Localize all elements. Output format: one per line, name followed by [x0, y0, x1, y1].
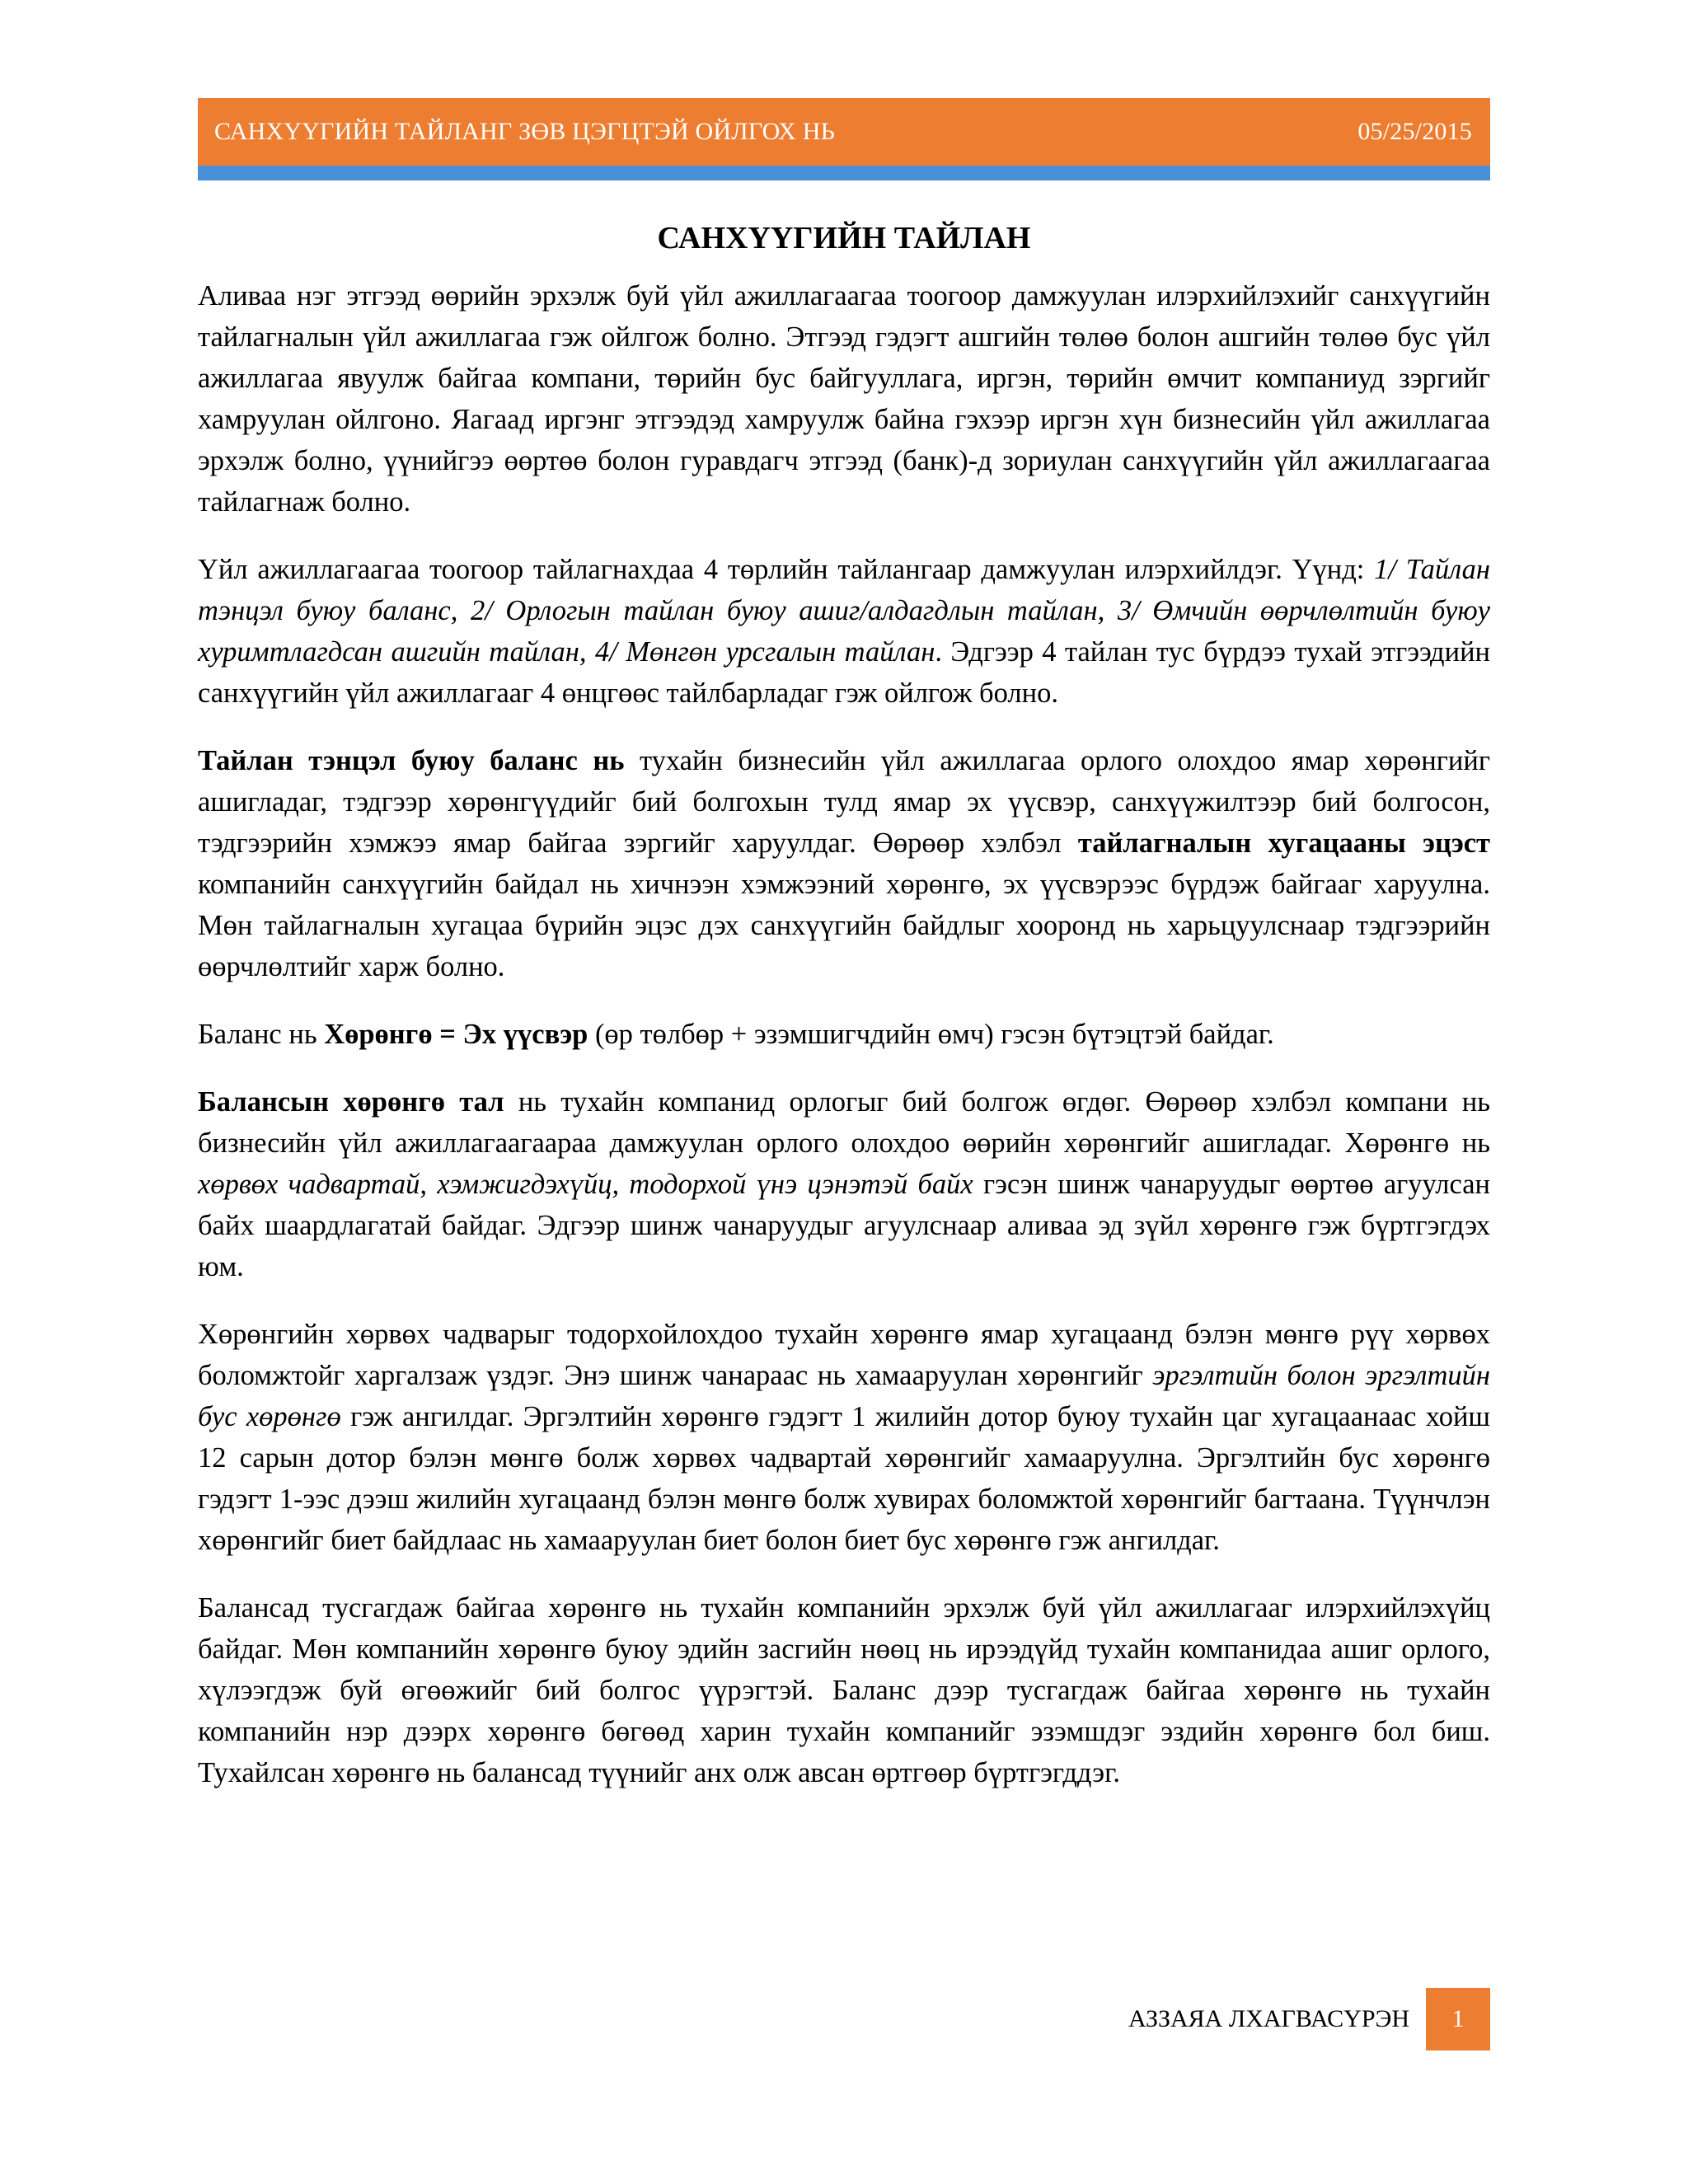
- paragraph-intro: Аливаа нэг этгээд өөрийн эрхэлж буй үйл ажиллагаагаа тоогоор дамжуулан илэрхийлэхийг санхүүгийн тайлагналын үйл ажиллагаа гэж ойлгож болно. Этгээд гэдэгт ашгийн төлөө болон ашгийн төлөө бус үйл ажиллагаа явуулж байгаа компани, төрийн бус байгууллага, иргэн, төрийн өмчит компаниуд зэргийг хамруулан ойлгоно. Яагаад иргэнг этгээдэд хамруулж байна гэхээр иргэн хүн бизнесийн үйл ажиллагаа эрхэлж болно, үүнийгээ өөртөө болон гуравдагч этгээд (банк)-д зориулан санхүүгийн үйл ажиллагаагаа тайлагнаж болно.: [198, 280, 1490, 518]
- balance-equation: Хөрөнгө = Эх үүсвэр: [324, 1019, 588, 1050]
- header-title: САНХҮҮГИЙН ТАЙЛАНГ ЗӨВ ЦЭГЦТЭЙ ОЙЛГОХ НЬ: [214, 118, 835, 145]
- liquidity-text-2: гэж ангилдаг. Эргэлтийн хөрөнгө гэдэгт 1 жилийн дотор буюу тухайн цаг хугацаанаас хойш 12 сарын дотор бэлэн мөнгө болж хөрвөх чадвартай хөрөнгийг хамааруулна. Эргэлтийн бус хөрөнгө гэдэгт 1-ээс дээш жилийн хугацаанд бэлэн мөнгө болж хувирах боломжтой хөрөнгийг багтаана. Түүнчлэн хөрөнгийг биет байдлаас нь хамааруулан биет болон биет бус хөрөнгө гэж ангилдаг.: [198, 1401, 1490, 1556]
- equation-lead: Баланс нь: [198, 1019, 325, 1050]
- equation-tail: (өр төлбөр + эзэмшигчдийн өмч) гэсэн бүтэцтэй байдаг.: [588, 1019, 1274, 1050]
- assets-side-text-1: нь тухайн компанид орлогыг бий болгож өгдөг. Өөрөөр хэлбэл компани нь бизнесийн үйл ажиллагаагаараа дамжуулан орлого олохдоо өөрийн хөрөнгийг ашигладаг. Хөрөнгө нь: [198, 1086, 1490, 1159]
- header-date: 05/25/2015: [1357, 118, 1472, 145]
- balance-sheet-text-2: компанийн санхүүгийн байдал нь хичнээн хэмжээний хөрөнгө, эх үүсвэрээс бүрдэж байгааг харуулна. Мөн тайлагналын хугацаа бүрийн эцэс дэх санхүүгийн байдлыг хооронд нь харьцуулснаар тэдгээрийн өөрчлөлтийг харж болно.: [198, 869, 1490, 982]
- report-types-intro: Үйл ажиллагаагаа тоогоор тайлагнахдаа 4 төрлийн тайлангаар дамжуулан илэрхийлдэг. Үүнд:: [198, 554, 1375, 585]
- report-types-rest: . Эдгээр 4 тайлан тус бүрдээ тухай этгээдийн санхүүгийн үйл ажиллагааг 4 өнцгөөс тайлбарладаг гэж ойлгож болно.: [198, 636, 1490, 709]
- page-number: 1: [1426, 1988, 1490, 2050]
- paragraph-balance-equation: [198, 1014, 1490, 1055]
- liquidity-text-1: Хөрөнгийн хөрвөх чадварыг тодорхойлохдоо тухайн хөрөнгө ямар хугацаанд бэлэн мөнгө рүү хөрвөх боломжтойг харгалзаж үздэг. Энэ шинж чанараас нь хамааруулан хөрөнгийг: [198, 1319, 1490, 1391]
- assets-side-text-2: гэсэн шинж чанаруудыг өөртөө агуулсан байх шаардлагатай байдаг. Эдгээр шинж чанаруудыг агуулснаар аливаа эд зүйл хөрөнгө гэж бүртгэгдэх юм.: [198, 1169, 1490, 1282]
- footer-author: АЗЗАЯА ЛХАГВАСҮРЭН: [1128, 2005, 1409, 2032]
- page-header-bar: [198, 98, 1490, 166]
- balance-sheet-text-1: тухайн бизнесийн үйл ажиллагаа орлого олохдоо ямар хөрөнгийг ашигладаг, тэдгээр хөрөнгүүдийг бий болгохын тулд ямар эх үүсвэр, санхүүжилтээр бий болгосон, тэдгээрийн хэмжээ ямар байгаа зэргийг харуулдаг. Өөрөөр хэлбэл: [198, 745, 1490, 859]
- paragraph-liquidity: [198, 1314, 1490, 1561]
- balance-sheet-term: Тайлан тэнцэл буюу баланс нь: [198, 745, 625, 776]
- header-divider: [198, 166, 1490, 180]
- document-title: САНХҮҮГИЙН ТАЙЛАН: [657, 221, 1031, 255]
- paragraph-assets-side: [198, 1081, 1490, 1287]
- assets-side-term: Балансын хөрөнгө тал: [198, 1086, 504, 1118]
- current-noncurrent-term: эргэлтийн болон эргэлтийн бус хөрөнгө: [198, 1360, 1490, 1432]
- reporting-period-term: тайлагналын хугацааны эцэст: [1077, 827, 1490, 859]
- paragraph-assets-recording: Балансад тусгагдаж байгаа хөрөнгө нь тухайн компанийн эрхэлж буй үйл ажиллагааг илэрхийлэхүйц байдаг. Мөн компанийн хөрөнгө буюу эдийн засгийн нөөц нь ирээдүйд тухайн компанидаа ашиг орлого, хүлээгдэж буй өгөөжийг бий болгос үүрэгтэй. Баланс дээр тусгагдаж байгаа хөрөнгө нь тухайн компанийн нэр дээрх хөрөнгө бөгөөд харин тухайн компанийг эзэмшдэг эздийн хөрөнгө бол биш. Тухайлсан хөрөнгө нь балансад түүнийг анх олж авсан өртгөөр бүртгэгддэг.: [198, 1592, 1490, 1788]
- paragraph-report-types: [198, 549, 1490, 714]
- paragraph-balance-sheet: [198, 740, 1490, 987]
- report-types-list: 1/ Тайлан тэнцэл буюу баланс, 2/ Орлогын тайлан буюу ашиг/алдагдлын тайлан, 3/ Өмчийн өөрчлөлтийн буюу хуримтлагдсан ашгийн тайлан, 4/ Мөнгөн урсгалын тайлан: [198, 554, 1490, 668]
- document-body: [198, 206, 1490, 1820]
- asset-properties: хөрвөх чадвартай, хэмжигдэхүйц, тодорхой үнэ цэнэтэй байх: [198, 1169, 973, 1200]
